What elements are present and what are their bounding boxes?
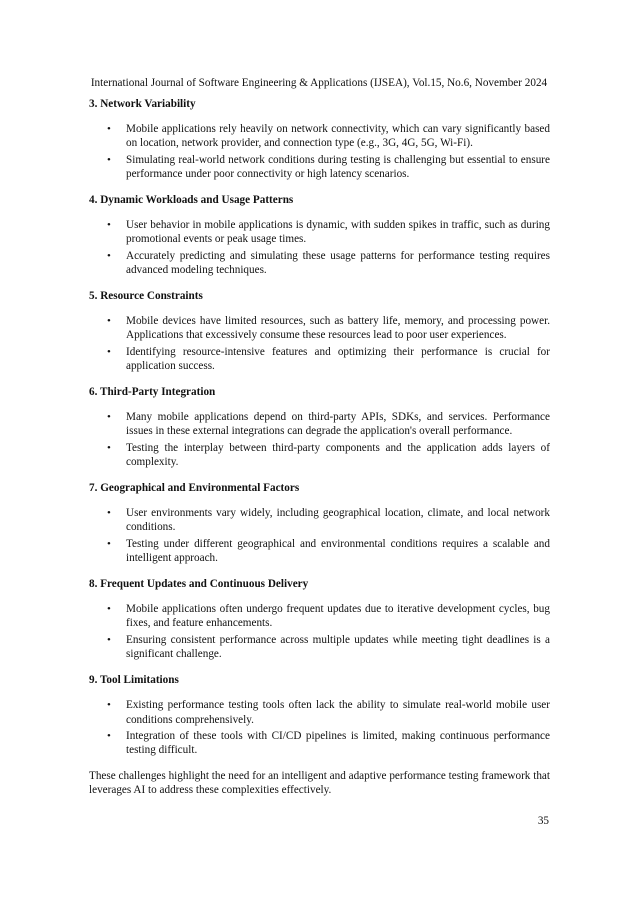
bullet-text: Identifying resource-intensive features and optimizing their performance is crucial for application success. — [126, 345, 550, 372]
section-heading: 7. Geographical and Environmental Factors — [89, 482, 300, 495]
bullet-text: Testing under different geographical and environmental conditions requires a scalable and intelligent approach. — [126, 537, 550, 564]
bullet-dot-icon: • — [107, 537, 111, 550]
bullet-item — [89, 122, 550, 150]
bullet-text: User environments vary widely, including geographical location, climate, and local network conditions. — [126, 507, 550, 534]
bullet-list — [89, 506, 550, 565]
bullet-dot-icon: • — [107, 153, 111, 166]
bullet-text: Testing the interplay between third-party components and the application adds layers of complexity. — [126, 441, 550, 468]
bullet-item — [89, 153, 550, 181]
bullet-list — [89, 698, 550, 757]
bullet-list — [89, 314, 550, 373]
bullet-dot-icon: • — [107, 123, 111, 136]
bullet-dot-icon: • — [107, 699, 111, 712]
bullet-list — [89, 602, 550, 661]
bullet-dot-icon: • — [107, 507, 111, 520]
bullet-text: Mobile applications often undergo frequent updates due to iterative development cycles, bug fixes, and feature enhancements. — [126, 603, 550, 630]
bullet-text: Integration of these tools with CI/CD pipelines is limited, making continuous performance testing difficult. — [126, 729, 550, 756]
bullet-text: Accurately predicting and simulating these usage patterns for performance testing requires advanced modeling techniques. — [126, 249, 550, 276]
bullet-item — [89, 506, 550, 534]
bullet-list — [89, 410, 550, 469]
bullet-item — [89, 602, 550, 630]
bullet-item — [89, 537, 550, 565]
bullet-dot-icon: • — [107, 345, 111, 358]
bullet-dot-icon: • — [107, 219, 111, 232]
section-heading: 6. Third-Party Integration — [89, 386, 216, 399]
bullet-text: Mobile devices have limited resources, such as battery life, memory, and processing power. Applications that excessively consume these resources lead to poor user experiences. — [126, 315, 550, 342]
bullet-text: Mobile applications rely heavily on network connectivity, which can vary significantly based on location, network provider, and connection type (e.g., 3G, 4G, 5G, Wi-Fi). — [126, 123, 550, 150]
running-header: International Journal of Software Engineering & Applications (IJSEA), Vol.15, No.6, November 2024 — [90, 77, 548, 89]
bullet-dot-icon: • — [107, 729, 111, 742]
bullet-item — [89, 729, 550, 757]
closing-paragraph: These challenges highlight the need for an intelligent and adaptive performance testing framework that leverages AI to address these complexities effectively. — [89, 770, 550, 797]
bullet-dot-icon: • — [107, 249, 111, 262]
section-heading: 9. Tool Limitations — [89, 674, 179, 687]
section-heading: 5. Resource Constraints — [89, 290, 203, 303]
bullet-text: Many mobile applications depend on third-party APIs, SDKs, and services. Performance issues in these external integrations can degrade the application's overall performance. — [126, 411, 550, 438]
bullet-dot-icon: • — [107, 603, 111, 616]
bullet-dot-icon: • — [107, 441, 111, 454]
bullet-item — [89, 633, 550, 661]
bullet-item — [89, 441, 550, 469]
section-heading: 3. Network Variability — [89, 98, 196, 110]
bullet-text: Ensuring consistent performance across multiple updates while meeting tight deadlines is a significant challenge. — [126, 633, 550, 660]
bullet-item — [89, 314, 550, 342]
bullet-dot-icon: • — [107, 315, 111, 328]
page-number: 35 — [537, 815, 549, 827]
bullet-item — [89, 345, 550, 373]
bullet-text: User behavior in mobile applications is dynamic, with sudden spikes in traffic, such as during promotional events or peak usage times. — [126, 219, 550, 246]
bullet-dot-icon: • — [107, 411, 111, 424]
section-heading: 8. Frequent Updates and Continuous Delivery — [89, 578, 309, 591]
bullet-dot-icon: • — [107, 633, 111, 646]
page-content — [89, 97, 550, 798]
bullet-list — [89, 218, 550, 277]
bullet-item — [89, 249, 550, 277]
bullet-item — [89, 698, 550, 726]
bullet-text: Existing performance testing tools often lack the ability to simulate real-world mobile user conditions comprehensively. — [126, 699, 550, 726]
bullet-item — [89, 410, 550, 438]
bullet-list — [89, 122, 550, 181]
bullet-item — [89, 218, 550, 246]
section-heading: 4. Dynamic Workloads and Usage Patterns — [89, 194, 294, 207]
bullet-text: Simulating real-world network conditions during testing is challenging but essential to ensure performance under poor connectivity or high latency scenarios. — [126, 153, 550, 180]
